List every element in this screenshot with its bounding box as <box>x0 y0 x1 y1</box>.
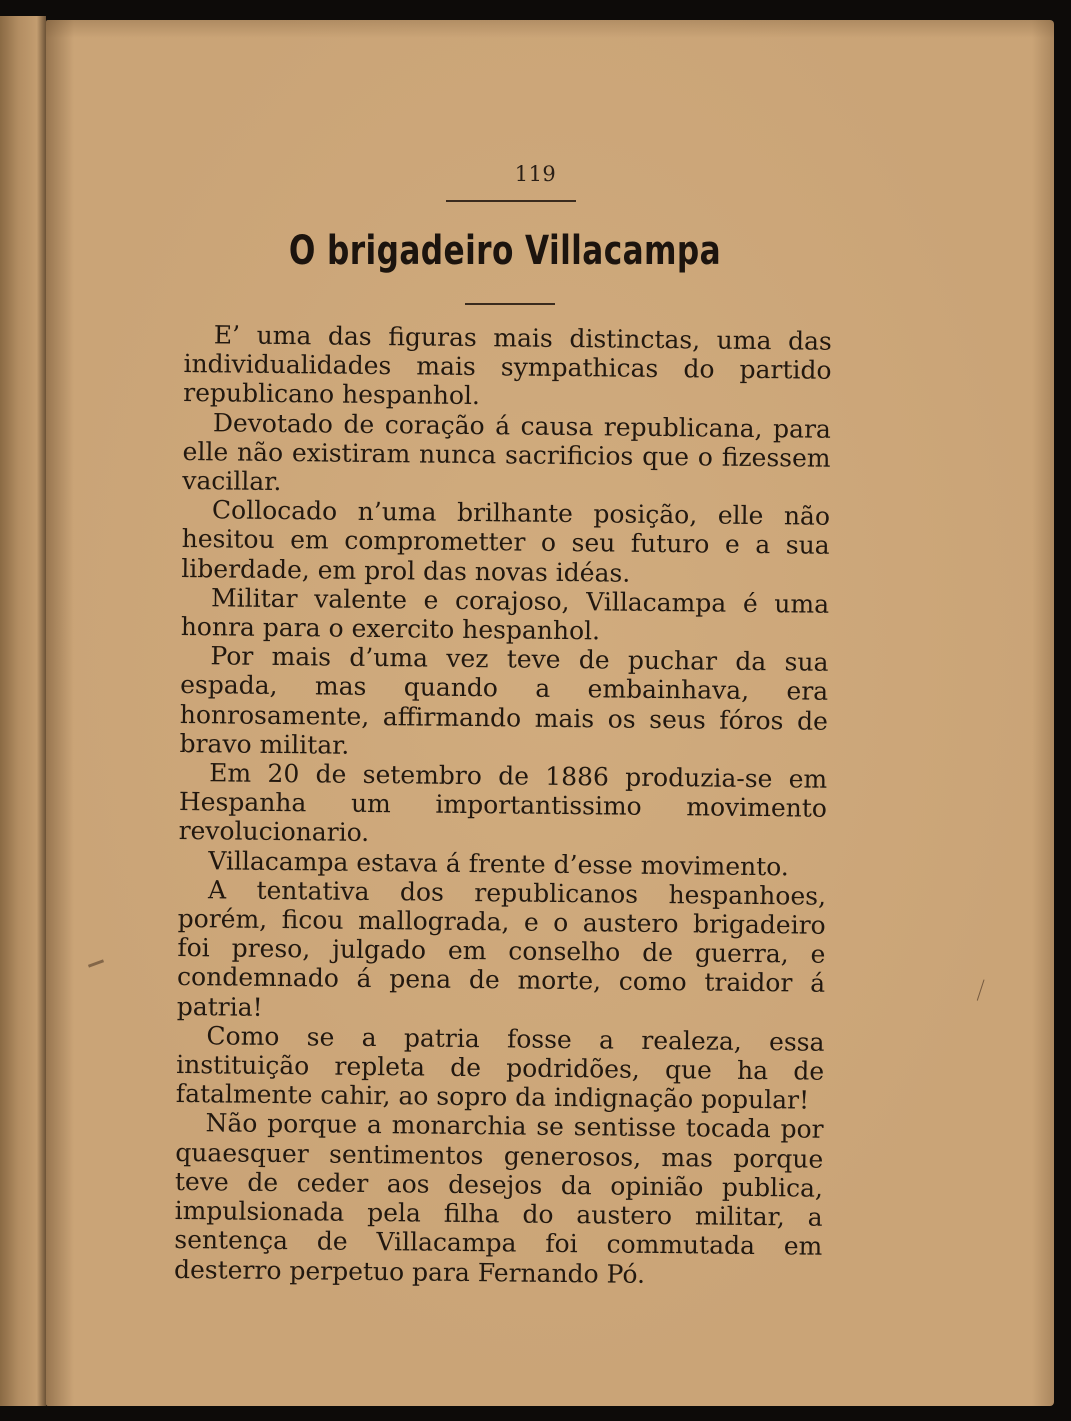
paragraph: Collocado n’uma brilhante posição, elle não hesitou em comprometter o seu futuro e a sua liberdade, em prol das novas idéas. <box>181 495 831 588</box>
paragraph: Em 20 de setembro de 1886 produzia-se em Hespanha um importantissimo movimento revolucionario. <box>178 758 828 848</box>
paragraph: A tentativa dos republicanos hespanhoes, porém, ficou mallograda, e o austero brigadeiro foi preso, julgado em conselho de guerra, e condemnado á pena de morte, como traidor á patria! <box>176 875 827 1022</box>
paragraph: E’ uma das figuras mais distinctas, uma das individualidades mais sympathicas do partido republicano hespanhol. <box>183 320 832 411</box>
header-rule <box>446 200 576 202</box>
paragraph: Devotado de coração á causa republicana, para elle não existiram nunca sacrificios que o fizessem vacillar. <box>182 407 832 497</box>
paragraph: Por mais d’uma vez teve de puchar da sua espada, mas quando a embainhava, era honrosamente, affirmando mais os seus fóros de bravo militar. <box>179 641 829 760</box>
paragraph: Militar valente e corajoso, Villacampa é uma honra para o exercito hespanhol. <box>180 583 830 646</box>
body-text <box>174 320 832 1290</box>
page-number: 119 <box>514 162 557 186</box>
title-rule <box>465 303 555 305</box>
chapter-title: O brigadeiro Villacampa <box>288 228 722 274</box>
left-page-edge <box>0 16 46 1406</box>
paragraph: Villacampa estava á frente d’esse movimento. <box>208 845 789 882</box>
paragraph: Como se a patria fosse a realeza, essa instituição repleta de podridões, que ha de fatalmente cahir, ao sopro da indignação popular! <box>175 1021 825 1115</box>
paragraph: Não porque a monarchia se sentisse tocada por quaesquer sentimentos generosos, mas porque teve de ceder aos desejos da opinião publica, impulsionada pela filha do austero militar, a sentença de Villacampa foi commutada em desterro perpetuo para Fernando Pó. <box>173 1108 824 1289</box>
